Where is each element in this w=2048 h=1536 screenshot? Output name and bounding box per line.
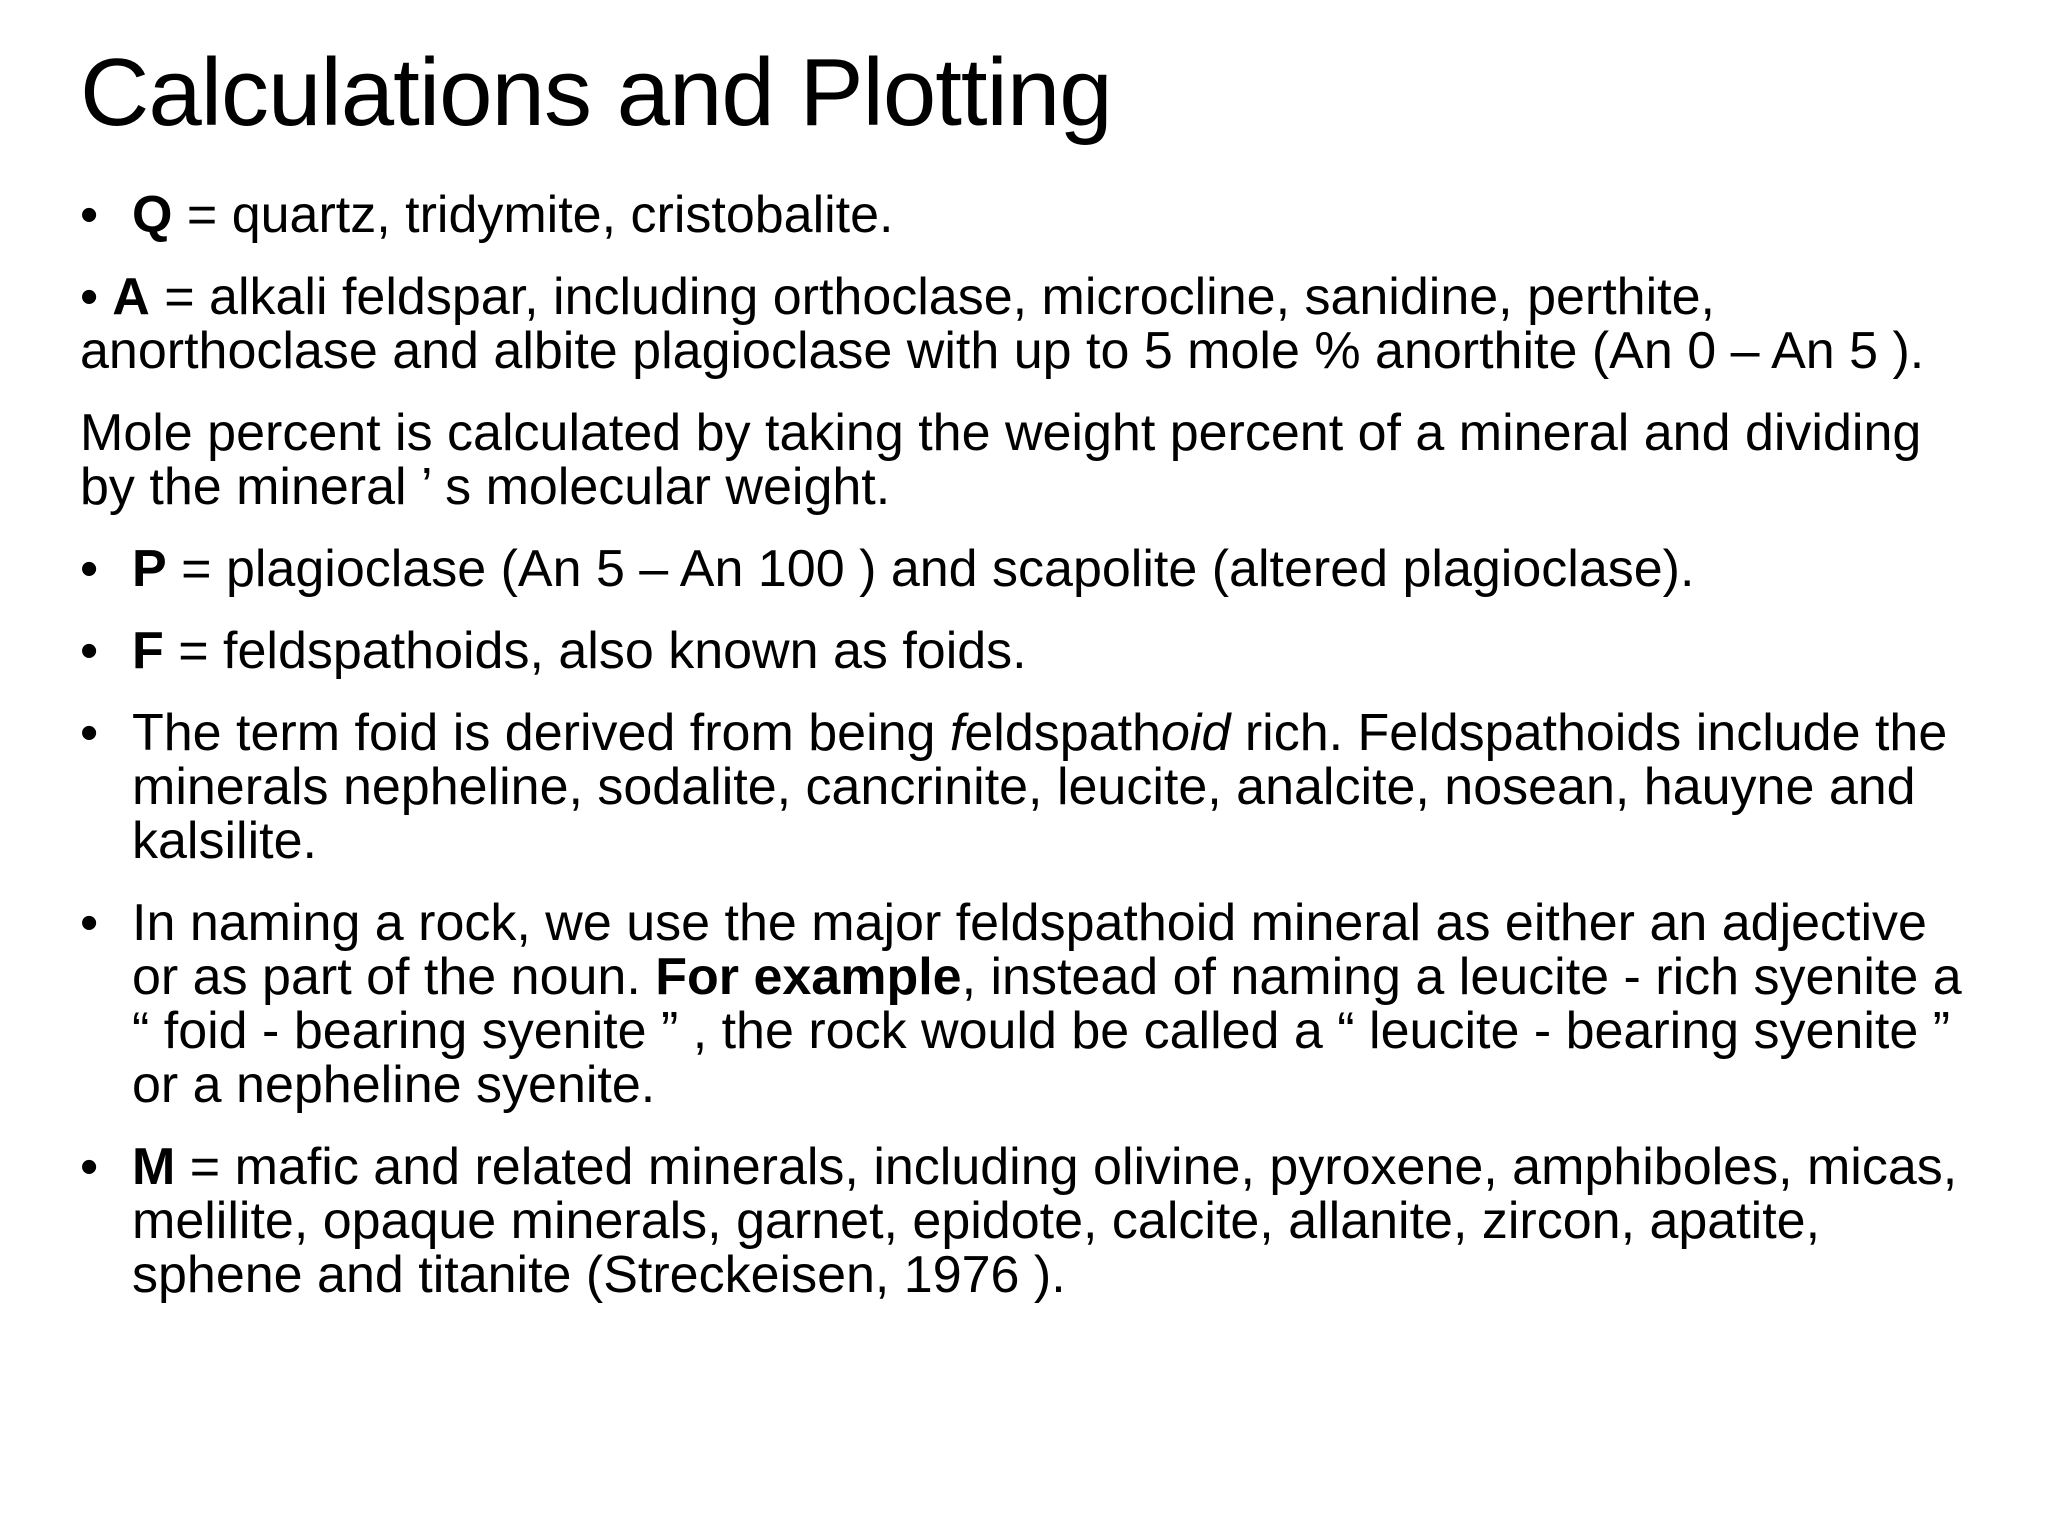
- m-label: M: [132, 1138, 176, 1196]
- bullet-m: [80, 1140, 1980, 1302]
- foid-italic-f: f: [949, 704, 965, 762]
- mole-percent-note: Mole percent is calculated by taking the weight percent of a mineral and dividing by the mineral ’ s molecular weight.: [80, 404, 1922, 516]
- bullet-dot: •: [80, 704, 99, 762]
- p-label: P: [132, 540, 167, 598]
- bullet-dot: •: [80, 894, 99, 952]
- bullet-dot: •: [80, 268, 99, 326]
- foid-text-2: eldspath: [964, 704, 1161, 762]
- bullet-p: [80, 542, 1980, 596]
- bullet-f: [80, 624, 1980, 678]
- naming-bold: For example: [655, 948, 962, 1006]
- foid-italic-oid: oid: [1160, 704, 1231, 762]
- bullet-naming: [80, 896, 1980, 1112]
- naming-text-1: In naming a rock, we use the major feldspathoid mineral as either an adjective or as part of the noun.: [132, 894, 1927, 1006]
- slide-content: [80, 188, 1980, 1330]
- f-text: = feldspathoids, also known as foids.: [163, 622, 1027, 680]
- bullet-a: [80, 270, 1980, 378]
- bullet-dot: •: [80, 1138, 99, 1196]
- q-text: = quartz, tridymite, cristobalite.: [172, 186, 894, 244]
- bullet-foid: [80, 706, 1980, 868]
- p-text: = plagioclase (An 5 – An 100 ) and scapolite (altered plagioclase).: [166, 540, 1695, 598]
- q-label: Q: [132, 186, 173, 244]
- foid-text-3: rich. Feldspathoids include the minerals nepheline, sodalite, cancrinite, leucite, analcite, nosean, hauyne and kalsilite.: [132, 704, 1948, 870]
- bullet-q: [80, 188, 1980, 242]
- m-text: = mafic and related minerals, including olivine, pyroxene, amphiboles, micas, melilite, opaque minerals, garnet, epidote, calcite, allanite, zircon, apatite, sphene and titanite (Streckeisen, 1976 ).: [132, 1138, 1958, 1304]
- slide-title: Calculations and Plotting: [80, 39, 1112, 146]
- naming-text-2: , instead of naming a leucite - rich syenite a “ foid - bearing syenite ” , the rock would be called a “ leucite - bearing syenite ” or a nepheline syenite.: [132, 948, 1962, 1114]
- f-label: F: [132, 622, 164, 680]
- bullet-dot: •: [80, 186, 99, 244]
- a-label: A: [112, 268, 150, 326]
- bullet-dot: •: [80, 540, 99, 598]
- a-text: = alkali feldspar, including orthoclase, microcline, sanidine, perthite, anorthoclase and albite plagioclase with up to 5 mole % anorthite (An 0 – An 5 ).: [80, 268, 1925, 380]
- bullet-dot: •: [80, 622, 99, 680]
- foid-text-1: The term foid is derived from being: [132, 704, 950, 762]
